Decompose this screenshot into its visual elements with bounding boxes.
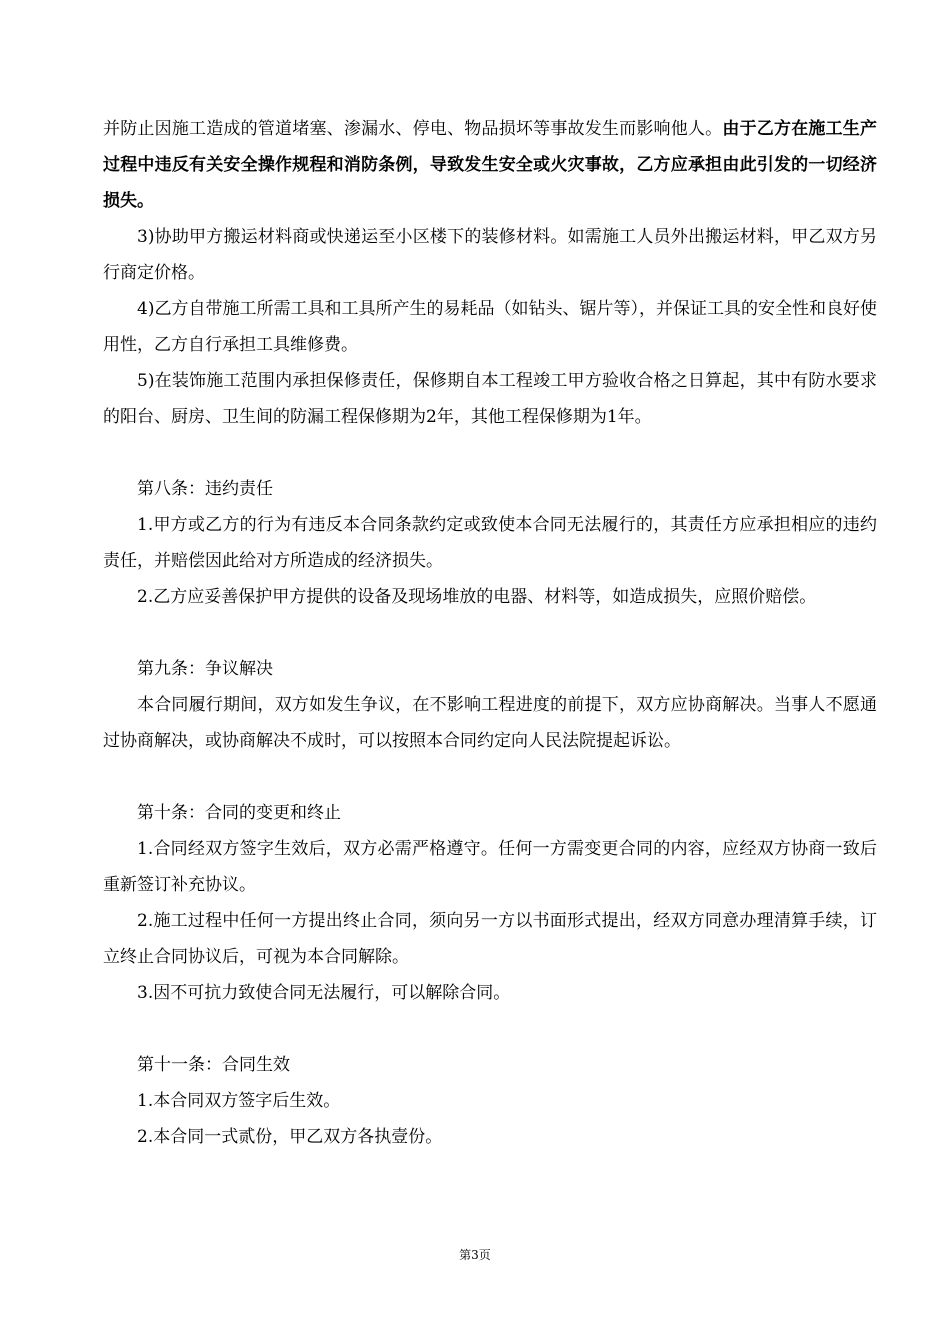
safety-bold-text: 由于乙方在施工生产过程中违反有关安全操作规程和消防条例，导致发生安全或火灾事故，乙方应承担由此引发的一切经济损失。	[103, 119, 878, 211]
section8-item-1: 1.甲方或乙方的行为有违反本合同条款约定或致使本合同无法履行的，其责任方应承担相应的违约责任，并赔偿因此给对方所造成的经济损失。	[103, 515, 877, 571]
section11-item-1: 1.本合同双方签字后生效。	[137, 1091, 341, 1111]
document-page	[103, 111, 877, 1155]
section10-item-2: 2.施工过程中任何一方提出终止合同，须向另一方以书面形式提出，经双方同意办理清算手续，订立终止合同协议后，可视为本合同解除。	[103, 911, 877, 967]
section11-title: 第十一条：合同生效	[137, 1055, 290, 1075]
page-number: 第3页	[459, 1248, 491, 1262]
section7-item-4: 4)乙方自带施工所需工具和工具所产生的易耗品（如钻头、锯片等），并保证工具的安全性和良好使用性，乙方自行承担工具维修费。	[103, 299, 877, 355]
section7-paragraph-safety	[103, 111, 877, 219]
section10-item-3: 3.因不可抗力致使合同无法履行，可以解除合同。	[137, 983, 511, 1003]
section7-item-3: 3)协助甲方搬运材料商或快递运至小区楼下的装修材料。如需施工人员外出搬运材料，甲乙双方另行商定价格。	[103, 227, 877, 283]
section8-item-2: 2.乙方应妥善保护甲方提供的设备及现场堆放的电器、材料等，如造成损失，应照价赔偿。	[137, 587, 817, 607]
section10-item-1: 1.合同经双方签字生效后，双方必需严格遵守。任何一方需变更合同的内容，应经双方协商一致后重新签订补充协议。	[103, 839, 877, 895]
section8-title: 第八条：违约责任	[137, 479, 273, 499]
section7-item-5: 5)在装饰施工范围内承担保修责任，保修期自本工程竣工甲方验收合格之日算起，其中有防水要求的阳台、厨房、卫生间的防漏工程保修期为2年，其他工程保修期为1年。	[103, 371, 877, 427]
section10-title: 第十条：合同的变更和终止	[137, 803, 341, 823]
section9-title: 第九条：争议解决	[137, 659, 273, 679]
section9-item-1: 本合同履行期间，双方如发生争议，在不影响工程进度的前提下，双方应协商解决。当事人不愿通过协商解决，或协商解决不成时，可以按照本合同约定向人民法院提起诉讼。	[103, 695, 877, 751]
safety-text: 并防止因施工造成的管道堵塞、渗漏水、停电、物品损坏等事故发生而影响他人。	[103, 119, 723, 139]
section11-item-2: 2.本合同一式贰份，甲乙双方各执壹份。	[137, 1127, 443, 1147]
